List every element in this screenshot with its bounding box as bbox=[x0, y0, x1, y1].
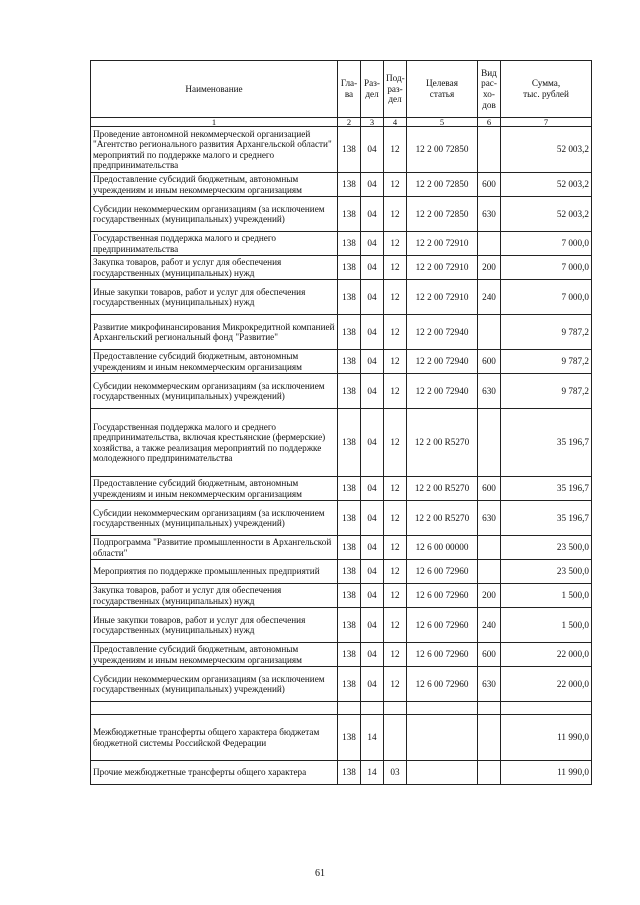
cell-summa: 11 990,0 bbox=[501, 715, 592, 761]
cell-podrazdel bbox=[384, 702, 407, 715]
cell-razdel: 04 bbox=[361, 173, 384, 197]
cell-statya bbox=[407, 702, 478, 715]
cell-vid bbox=[478, 232, 501, 256]
cell-summa: 9 787,2 bbox=[501, 350, 592, 374]
cell-name: Подпрограмма "Развитие промышленности в Архангельской области" bbox=[91, 536, 338, 560]
cell-vid bbox=[478, 127, 501, 173]
cell-statya: 12 2 00 R5270 bbox=[407, 501, 478, 536]
cell-podrazdel: 03 bbox=[384, 761, 407, 785]
cell-razdel: 04 bbox=[361, 350, 384, 374]
cell-vid: 600 bbox=[478, 643, 501, 667]
cell-name: Закупка товаров, работ и услуг для обеспечения государственных (муниципальных) нужд bbox=[91, 584, 338, 608]
cell-podrazdel: 12 bbox=[384, 374, 407, 409]
cell-glava: 138 bbox=[338, 173, 361, 197]
cell-razdel: 04 bbox=[361, 643, 384, 667]
cell-summa: 35 196,7 bbox=[501, 409, 592, 477]
cell-name: Прочие межбюджетные трансферты общего характера bbox=[91, 761, 338, 785]
cell-summa: 11 990,0 bbox=[501, 761, 592, 785]
table-row bbox=[91, 350, 592, 374]
cell-name: Субсидии некоммерческим организациям (за исключением государственных (муниципальных) учреждений) bbox=[91, 667, 338, 702]
cell-glava: 138 bbox=[338, 477, 361, 501]
cell-podrazdel bbox=[384, 715, 407, 761]
cell-statya: 12 2 00 R5270 bbox=[407, 409, 478, 477]
cell-vid: 630 bbox=[478, 501, 501, 536]
header-row bbox=[91, 61, 592, 118]
table-row bbox=[91, 501, 592, 536]
table-row bbox=[91, 232, 592, 256]
table-row bbox=[91, 127, 592, 173]
cell-vid: 600 bbox=[478, 173, 501, 197]
page-number: 61 bbox=[315, 868, 325, 879]
cell-glava: 138 bbox=[338, 350, 361, 374]
cell-name: Иные закупки товаров, работ и услуг для обеспечения государственных (муниципальных) нужд bbox=[91, 280, 338, 315]
cell-statya bbox=[407, 761, 478, 785]
cell-name: Субсидии некоммерческим организациям (за исключением государственных (муниципальных) учреждений) bbox=[91, 197, 338, 232]
cell-summa: 52 003,2 bbox=[501, 197, 592, 232]
cell-name: Субсидии некоммерческим организациям (за исключением государственных (муниципальных) учреждений) bbox=[91, 501, 338, 536]
cell-podrazdel: 12 bbox=[384, 409, 407, 477]
cell-summa: 7 000,0 bbox=[501, 232, 592, 256]
cell-glava: 138 bbox=[338, 409, 361, 477]
cell-summa: 22 000,0 bbox=[501, 667, 592, 702]
cell-glava: 138 bbox=[338, 501, 361, 536]
cell-glava: 138 bbox=[338, 374, 361, 409]
cell-statya: 12 6 00 72960 bbox=[407, 560, 478, 584]
cell-vid: 200 bbox=[478, 584, 501, 608]
cell-vid bbox=[478, 560, 501, 584]
cell-podrazdel: 12 bbox=[384, 315, 407, 350]
table-row bbox=[91, 761, 592, 785]
column-number: 3 bbox=[361, 118, 384, 127]
cell-glava: 138 bbox=[338, 315, 361, 350]
cell-razdel: 04 bbox=[361, 667, 384, 702]
cell-summa: 9 787,2 bbox=[501, 374, 592, 409]
header-podrazdel: Под- раз- дел bbox=[384, 61, 407, 118]
cell-razdel: 14 bbox=[361, 715, 384, 761]
cell-glava: 138 bbox=[338, 232, 361, 256]
cell-name: Предоставление субсидий бюджетным, автономным учреждениям и иным некоммерческим организациям bbox=[91, 173, 338, 197]
cell-summa: 52 003,2 bbox=[501, 127, 592, 173]
cell-statya: 12 2 00 72850 bbox=[407, 127, 478, 173]
cell-name: Предоставление субсидий бюджетным, автономным учреждениям и иным некоммерческим организациям bbox=[91, 643, 338, 667]
cell-statya: 12 2 00 72850 bbox=[407, 197, 478, 232]
cell-statya: 12 2 00 R5270 bbox=[407, 477, 478, 501]
table-row bbox=[91, 536, 592, 560]
cell-razdel: 04 bbox=[361, 374, 384, 409]
cell-vid: 200 bbox=[478, 256, 501, 280]
cell-podrazdel: 12 bbox=[384, 501, 407, 536]
cell-podrazdel: 12 bbox=[384, 643, 407, 667]
cell-vid bbox=[478, 702, 501, 715]
cell-podrazdel: 12 bbox=[384, 173, 407, 197]
table-row bbox=[91, 608, 592, 643]
cell-glava: 138 bbox=[338, 127, 361, 173]
cell-podrazdel: 12 bbox=[384, 350, 407, 374]
cell-razdel bbox=[361, 702, 384, 715]
cell-summa: 35 196,7 bbox=[501, 501, 592, 536]
cell-vid: 600 bbox=[478, 477, 501, 501]
cell-razdel: 04 bbox=[361, 315, 384, 350]
header-summa: Сумма, тыс. рублей bbox=[501, 61, 592, 118]
column-number: 6 bbox=[478, 118, 501, 127]
spacer-row bbox=[91, 702, 592, 715]
cell-podrazdel: 12 bbox=[384, 608, 407, 643]
cell-razdel: 04 bbox=[361, 477, 384, 501]
cell-razdel: 04 bbox=[361, 409, 384, 477]
cell-statya: 12 2 00 72940 bbox=[407, 374, 478, 409]
cell-statya: 12 2 00 72910 bbox=[407, 232, 478, 256]
cell-vid bbox=[478, 761, 501, 785]
table-row bbox=[91, 715, 592, 761]
cell-glava: 138 bbox=[338, 197, 361, 232]
table-row bbox=[91, 667, 592, 702]
cell-summa: 23 500,0 bbox=[501, 560, 592, 584]
column-number: 7 bbox=[501, 118, 592, 127]
table-row bbox=[91, 409, 592, 477]
cell-glava: 138 bbox=[338, 608, 361, 643]
cell-glava: 138 bbox=[338, 280, 361, 315]
cell-glava: 138 bbox=[338, 584, 361, 608]
cell-name: Предоставление субсидий бюджетным, автономным учреждениям и иным некоммерческим организациям bbox=[91, 350, 338, 374]
cell-vid bbox=[478, 536, 501, 560]
cell-name: Предоставление субсидий бюджетным, автономным учреждениям и иным некоммерческим организациям bbox=[91, 477, 338, 501]
cell-vid: 240 bbox=[478, 280, 501, 315]
table-header bbox=[91, 61, 592, 127]
table-row bbox=[91, 584, 592, 608]
cell-podrazdel: 12 bbox=[384, 232, 407, 256]
cell-statya: 12 6 00 72960 bbox=[407, 584, 478, 608]
cell-razdel: 04 bbox=[361, 127, 384, 173]
column-number: 2 bbox=[338, 118, 361, 127]
cell-podrazdel: 12 bbox=[384, 667, 407, 702]
cell-podrazdel: 12 bbox=[384, 256, 407, 280]
cell-name: Иные закупки товаров, работ и услуг для обеспечения государственных (муниципальных) нужд bbox=[91, 608, 338, 643]
budget-table bbox=[90, 60, 592, 785]
cell-statya: 12 6 00 72960 bbox=[407, 608, 478, 643]
cell-vid: 600 bbox=[478, 350, 501, 374]
cell-statya: 12 2 00 72910 bbox=[407, 280, 478, 315]
cell-summa: 1 500,0 bbox=[501, 608, 592, 643]
column-number: 5 bbox=[407, 118, 478, 127]
cell-vid bbox=[478, 409, 501, 477]
cell-glava: 138 bbox=[338, 643, 361, 667]
cell-name: Закупка товаров, работ и услуг для обеспечения государственных (муниципальных) нужд bbox=[91, 256, 338, 280]
cell-summa bbox=[501, 702, 592, 715]
cell-vid: 630 bbox=[478, 374, 501, 409]
cell-statya: 12 6 00 00000 bbox=[407, 536, 478, 560]
table-row bbox=[91, 256, 592, 280]
cell-statya: 12 6 00 72960 bbox=[407, 643, 478, 667]
table-row bbox=[91, 173, 592, 197]
cell-glava: 138 bbox=[338, 256, 361, 280]
cell-razdel: 04 bbox=[361, 197, 384, 232]
column-number-row bbox=[91, 118, 592, 127]
cell-razdel: 04 bbox=[361, 280, 384, 315]
cell-vid bbox=[478, 715, 501, 761]
column-number: 1 bbox=[91, 118, 338, 127]
cell-glava bbox=[338, 702, 361, 715]
cell-name: Мероприятия по поддержке промышленных предприятий bbox=[91, 560, 338, 584]
cell-vid: 630 bbox=[478, 667, 501, 702]
cell-razdel: 14 bbox=[361, 761, 384, 785]
cell-razdel: 04 bbox=[361, 584, 384, 608]
table-row bbox=[91, 280, 592, 315]
cell-podrazdel: 12 bbox=[384, 477, 407, 501]
cell-vid bbox=[478, 315, 501, 350]
cell-summa: 35 196,7 bbox=[501, 477, 592, 501]
cell-summa: 7 000,0 bbox=[501, 280, 592, 315]
cell-podrazdel: 12 bbox=[384, 536, 407, 560]
cell-name: Межбюджетные трансферты общего характера бюджетам бюджетной системы Российской Федерации bbox=[91, 715, 338, 761]
cell-summa: 9 787,2 bbox=[501, 315, 592, 350]
cell-razdel: 04 bbox=[361, 536, 384, 560]
cell-podrazdel: 12 bbox=[384, 560, 407, 584]
table-row bbox=[91, 197, 592, 232]
cell-glava: 138 bbox=[338, 560, 361, 584]
cell-razdel: 04 bbox=[361, 232, 384, 256]
cell-summa: 1 500,0 bbox=[501, 584, 592, 608]
cell-statya: 12 2 00 72940 bbox=[407, 350, 478, 374]
table-row bbox=[91, 477, 592, 501]
cell-glava: 138 bbox=[338, 715, 361, 761]
cell-razdel: 04 bbox=[361, 501, 384, 536]
cell-statya: 12 2 00 72940 bbox=[407, 315, 478, 350]
table-row bbox=[91, 643, 592, 667]
cell-podrazdel: 12 bbox=[384, 127, 407, 173]
cell-name: Проведение автономной некоммерческой организацией "Агентство регионального развития Архангельской области" мероприятий по поддержке малого и среднего предпринимательства bbox=[91, 127, 338, 173]
table-row bbox=[91, 315, 592, 350]
table-row bbox=[91, 560, 592, 584]
cell-name: Государственная поддержка малого и среднего предпринимательства, включая крестьянские (фермерские) хозяйства, а также реализация мероприятий по поддержке молодежного предпринимательства bbox=[91, 409, 338, 477]
table-body bbox=[91, 127, 592, 785]
cell-summa: 7 000,0 bbox=[501, 256, 592, 280]
header-razdel: Раз- дел bbox=[361, 61, 384, 118]
cell-podrazdel: 12 bbox=[384, 197, 407, 232]
cell-razdel: 04 bbox=[361, 608, 384, 643]
cell-statya: 12 2 00 72850 bbox=[407, 173, 478, 197]
cell-razdel: 04 bbox=[361, 256, 384, 280]
header-vid: Вид рас- хо- дов bbox=[478, 61, 501, 118]
cell-name bbox=[91, 702, 338, 715]
cell-summa: 22 000,0 bbox=[501, 643, 592, 667]
cell-summa: 23 500,0 bbox=[501, 536, 592, 560]
header-glava: Гла- ва bbox=[338, 61, 361, 118]
header-name: Наименование bbox=[91, 61, 338, 118]
column-number: 4 bbox=[384, 118, 407, 127]
cell-name: Развитие микрофинансирования Микрокредитной компанией Архангельский региональный фонд "Развитие" bbox=[91, 315, 338, 350]
cell-name: Субсидии некоммерческим организациям (за исключением государственных (муниципальных) учреждений) bbox=[91, 374, 338, 409]
cell-razdel: 04 bbox=[361, 560, 384, 584]
cell-vid: 240 bbox=[478, 608, 501, 643]
cell-podrazdel: 12 bbox=[384, 280, 407, 315]
cell-statya: 12 6 00 72960 bbox=[407, 667, 478, 702]
cell-statya: 12 2 00 72910 bbox=[407, 256, 478, 280]
cell-glava: 138 bbox=[338, 761, 361, 785]
cell-podrazdel: 12 bbox=[384, 584, 407, 608]
cell-statya bbox=[407, 715, 478, 761]
cell-name: Государственная поддержка малого и среднего предпринимательства bbox=[91, 232, 338, 256]
table-row bbox=[91, 374, 592, 409]
header-statya: Целевая статья bbox=[407, 61, 478, 118]
cell-vid: 630 bbox=[478, 197, 501, 232]
cell-glava: 138 bbox=[338, 667, 361, 702]
cell-summa: 52 003,2 bbox=[501, 173, 592, 197]
cell-glava: 138 bbox=[338, 536, 361, 560]
